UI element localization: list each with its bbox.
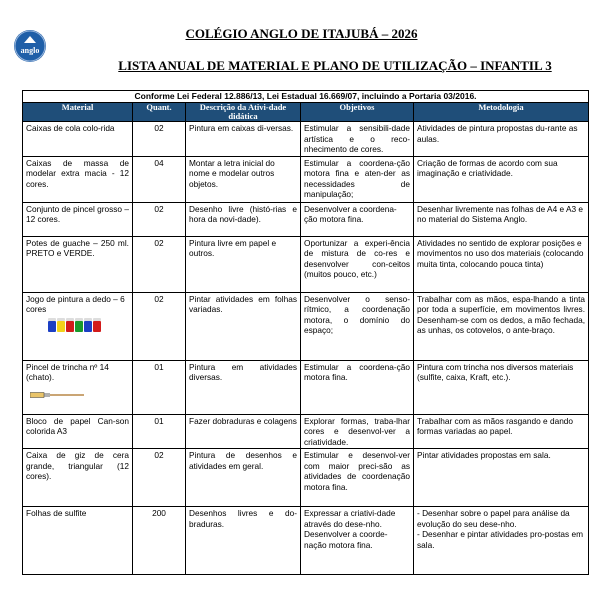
col-quantity: Quant. [133,103,186,122]
activity-cell: Desenho livre (histó-rias e hora da novi-dade). [186,202,301,236]
logo-text: anglo [20,45,40,55]
table-row [23,122,589,157]
activity-cell: Desenhos livres e do-braduras. [186,507,301,575]
table-row [23,360,589,414]
activity-cell: Pintura de desenhos e atividades em geral. [186,449,301,507]
methodology-cell: Atividades no sentido de explorar posições e movimentos no uso dos materiais (colocando muita tinta, colocando pouca tinta) [414,236,589,292]
col-material: Material [23,103,133,122]
methodology-cell: - Desenhar sobre o papel para análise da evolução do seu dese-nho. - Desenhar e pintar atividades pro-postas em sala. [414,507,589,575]
table-row [23,414,589,449]
material-cell: Caixas de massa de modelar extra macia - 12 cores. [23,156,133,202]
material-cell: Caixa de giz de cera grande, triangular (12 cores). [23,449,133,507]
finger-paint-pots-icon [48,321,129,332]
quantity-cell: 01 [133,414,186,449]
quantity-cell: 01 [133,360,186,414]
material-cell: Conjunto de pincel grosso – 12 cores. [23,202,133,236]
table-row [23,292,589,360]
material-cell [23,360,133,414]
list-title: LISTA ANUAL DE MATERIAL E PLANO DE UTILIZAÇÃO – INFANTIL 3 [118,58,552,73]
quantity-cell: 02 [133,236,186,292]
quantity-cell: 200 [133,507,186,575]
methodology-cell: Pintar atividades propostas em sala. [414,449,589,507]
school-title: COLÉGIO ANGLO DE ITAJUBÁ – 2026 [185,26,418,41]
methodology-cell: Atividades de pintura propostas du-rante as aulas. [414,122,589,157]
material-cell [23,292,133,360]
methodology-cell: Desenhar livremente nas folhas de A4 e A3 e no material do Sistema Anglo. [414,202,589,236]
objectives-cell: Desenvolver a coordena-ção motora fina. [301,202,414,236]
col-objectives: Objetivos [301,103,414,122]
material-cell: Bloco de papel Can-son colorida A3 [23,414,133,449]
methodology-cell: Trabalhar com as mãos rasgando e dando formas variadas ao papel. [414,414,589,449]
methodology-cell: Trabalhar com as mãos, espa-lhando a tinta por toda a superfície, em movimentos livres. Desenham-se com os dedos, a mão fechada, as unhas, os cotovelos, o ante-braço. [414,292,589,360]
paintbrush-icon [30,391,86,399]
quantity-cell: 02 [133,449,186,507]
table-row [23,507,589,575]
activity-cell: Pintar atividades em folhas variadas. [186,292,301,360]
table-row [23,156,589,202]
table-row [23,449,589,507]
quantity-cell: 02 [133,122,186,157]
material-text: Jogo de pintura a dedo – 6 cores [26,293,125,314]
table-row [23,236,589,292]
objectives-cell: Explorar formas, traba-lhar cores e desenvol-ver a criatividade. [301,414,414,449]
objectives-cell: Estimular a coordena-ção motora fina. [301,360,414,414]
material-text: Pincel de trincha nº 14 (chato). [26,361,109,382]
activity-cell: Pintura em caixas di-versas. [186,122,301,157]
objectives-cell: Oportunizar a experi-ência de mistura de co-res e desenvolver con-ceitos (muitos pouco, etc.) [301,236,414,292]
material-cell: Potes de guache – 250 ml. PRETO e VERDE. [23,236,133,292]
objectives-cell: Expressar a criativi-dade através do dese-nho. Desenvolver a coorde-nação motora fina. [301,507,414,575]
methodology-cell: Criação de formas de acordo com sua imaginação e criatividade. [414,156,589,202]
table-row [23,202,589,236]
objectives-cell: Estimular e desenvol-ver com maior preci-são as atividades de coordenação motora fina. [301,449,414,507]
law-row [23,91,589,103]
col-methodology: Metodologia [414,103,589,122]
header-row [23,103,589,122]
material-cell: Caixas de cola colo-rida [23,122,133,157]
quantity-cell: 04 [133,156,186,202]
col-activity: Descrição da Ativi-dade didática [186,103,301,122]
law-note: Conforme Lei Federal 12.886/13, Lei Estadual 16.669/07, incluindo a Portaria 03/2016. [23,91,589,103]
activity-cell: Pintura livre em papel e outros. [186,236,301,292]
methodology-cell: Pintura com trincha nos diversos materiais (sulfite, caixa, Kraft, etc.). [414,360,589,414]
objectives-cell: Estimular a coordena-ção motora fina e aten-der as necessidades de manipulação; [301,156,414,202]
material-table [22,90,589,575]
quantity-cell: 02 [133,292,186,360]
quantity-cell: 02 [133,202,186,236]
activity-cell: Fazer dobraduras e colagens [186,414,301,449]
activity-cell: Montar a letra inicial do nome e modelar outros objetos. [186,156,301,202]
material-cell: Folhas de sulfite [23,507,133,575]
activity-cell: Pintura em atividades diversas. [186,360,301,414]
objectives-cell: Estimular a sensibili-dade artística e o reco-nhecimento de cores. [301,122,414,157]
objectives-cell: Desenvolver o senso-rítmico, a coordenação motora, o domínio do espaço; [301,292,414,360]
